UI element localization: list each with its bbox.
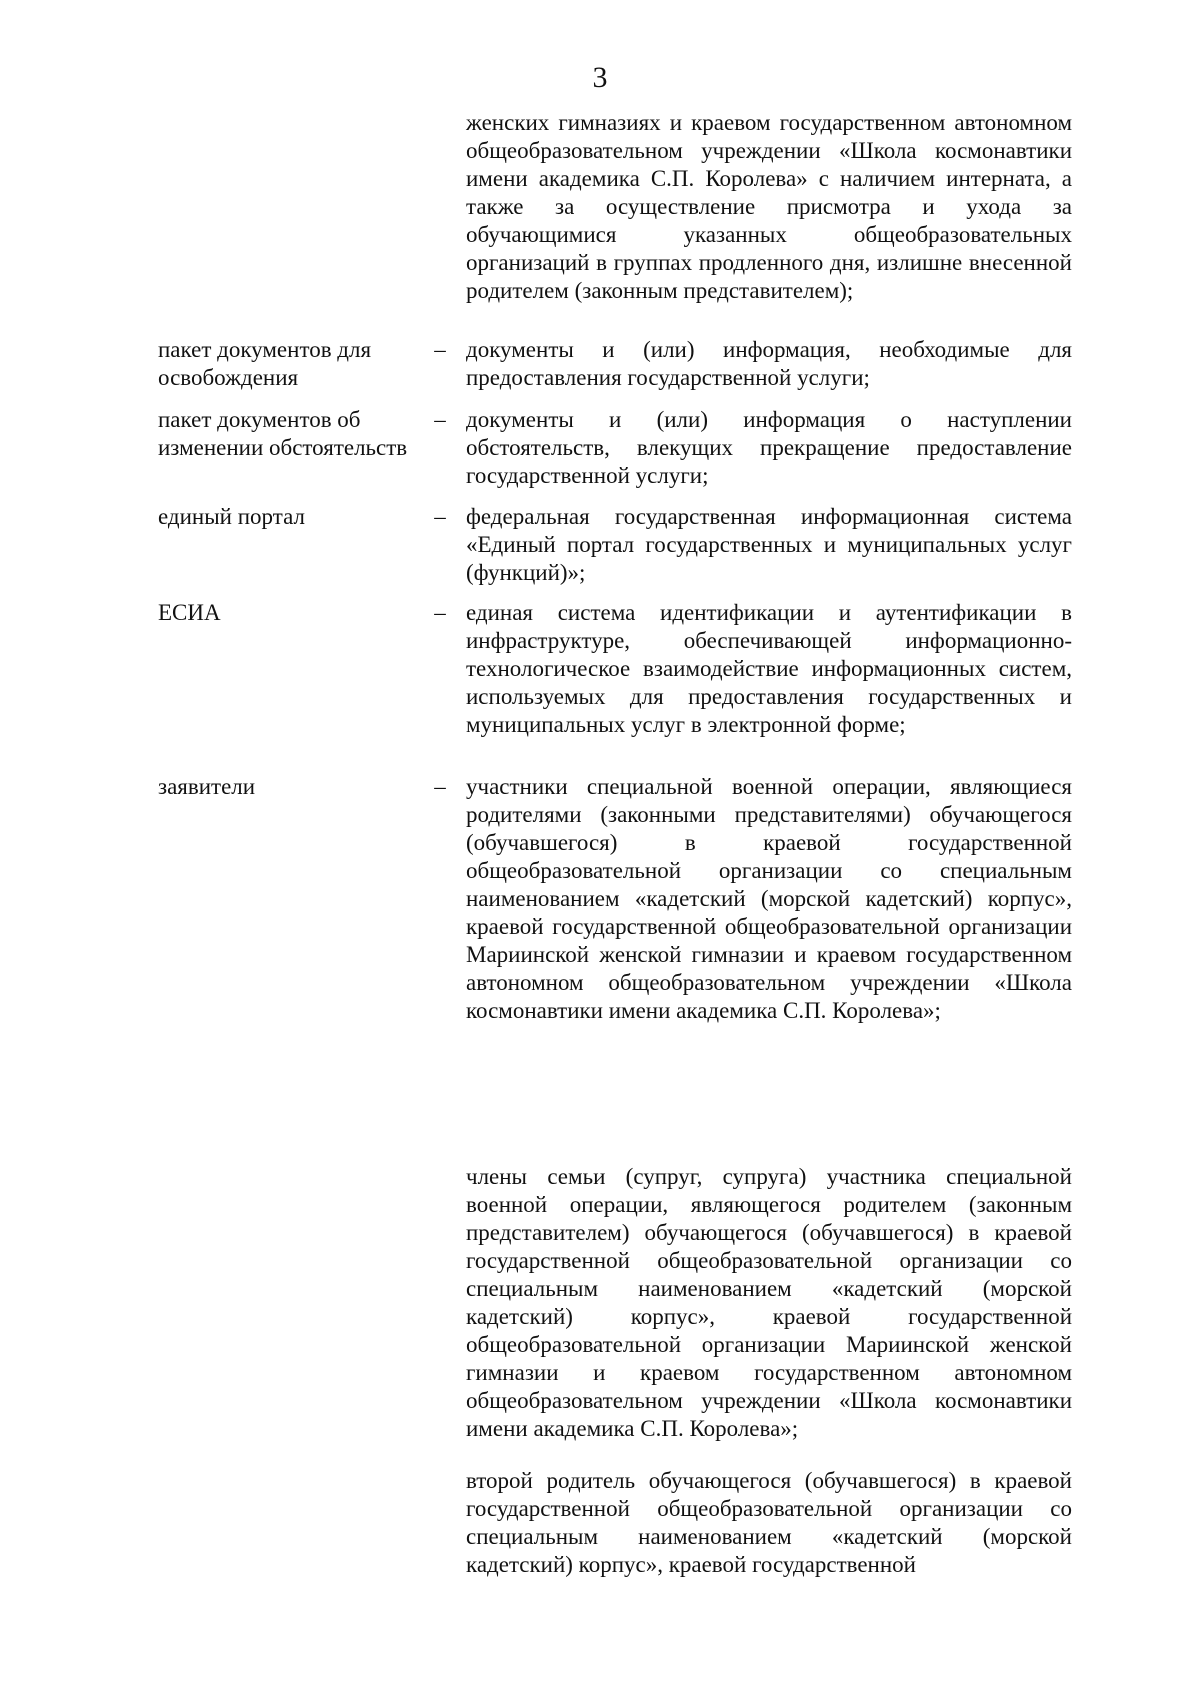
definition-dash: – bbox=[434, 774, 446, 799]
definition-term: пакет документов об изменении обстоятельств bbox=[158, 407, 408, 460]
definition-dash: – bbox=[434, 337, 446, 362]
page-number: 3 bbox=[592, 61, 608, 94]
definition-term: заявители bbox=[158, 774, 256, 799]
continuation-paragraph: женских гимназиях и краевом государственном автономном общеобразовательном учреждении «Школа космонавтики имени академика С.П. Королева» с наличием интерната, а также за осуществление присмотра и ухода за обучающимися указанных общеобразовательных организаций в группах продленного дня, излишне внесенной родителем (законным представителем); bbox=[466, 110, 1072, 303]
applicant-paragraph-family: члены семьи (супруг, супруга) участника специальной военной операции, являющегося родителем (законным представителем) обучающегося (обучавшегося) в краевой государственной общеобразовательной организации со специальным наименованием «кадетский (морской кадетский) корпус», краевой государственной общеобразовательной организации Мариинской женской гимназии и краевом государственном автономном общеобразовательном учреждении «Школа космонавтики имени академика С.П. Королева»; bbox=[466, 1164, 1072, 1441]
definition-dash: – bbox=[434, 504, 446, 529]
definition-dash: – bbox=[434, 407, 446, 432]
definition-text: документы и (или) информация, необходимые для предоставления государственной услуги; bbox=[466, 337, 1072, 390]
definition-text: единая система идентификации и аутентификации в инфраструктуре, обеспечивающей информационно-технологическое взаимодействие информационных систем, используемых для предоставления государственных и муниципальных услуг в электронной форме; bbox=[466, 600, 1072, 737]
definition-term: единый портал bbox=[158, 504, 305, 529]
definition-term: пакет документов для освобождения bbox=[158, 337, 372, 390]
definition-dash: – bbox=[434, 600, 446, 625]
definition-term: ЕСИА bbox=[158, 600, 221, 625]
definition-text: документы и (или) информация о наступлении обстоятельств, влекущих прекращение предоставление государственной услуги; bbox=[466, 407, 1072, 488]
definition-text: федеральная государственная информационная система «Единый портал государственных и муниципальных услуг (функций)»; bbox=[466, 504, 1072, 585]
definition-text: участники специальной военной операции, являющиеся родителями (законными представителями) обучающегося (обучавшегося) в краевой государственной общеобразовательной организации со специальным наименованием «кадетский (морской кадетский) корпус», краевой государственной общеобразовательной организации Мариинской женской гимназии и краевом государственном автономном общеобразовательном учреждении «Школа космонавтики имени академика С.П. Королева»; bbox=[466, 774, 1072, 1023]
applicant-paragraph-second-parent: второй родитель обучающегося (обучавшегося) в краевой государственной общеобразовательной организации со специальным наименованием «кадетский (морской кадетский) корпус», краевой государственной bbox=[466, 1468, 1072, 1577]
